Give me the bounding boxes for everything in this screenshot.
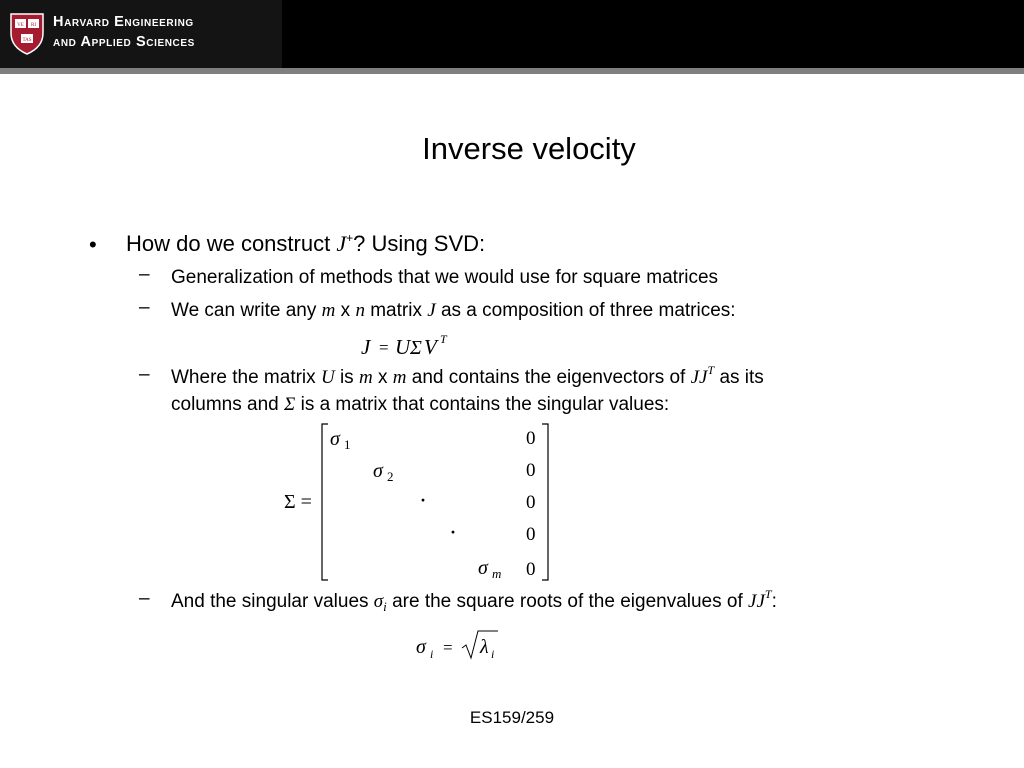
right-bracket [542,424,548,580]
matrix-zero: 0 [526,559,536,580]
equation-svd [355,328,465,362]
logo-block [0,0,282,68]
diag-dot: · [450,522,457,542]
harvard-shield-icon [8,11,46,55]
sub-matrix-u: Where the matrix U is m x m and contains the eigenvectors of $JJ^T$ as its columns and Σ is a matrix that contains the singular values: [171,363,764,415]
eq2-lambda-sub: i [491,647,495,661]
dash-marker: – [139,588,150,609]
eq-j: J [361,335,371,359]
eq2-lambda: λ [480,636,489,658]
bullet-svd-question: How do we construct J+? Using SVD: [126,231,486,256]
matrix-lhs: Σ = [284,491,312,513]
footer-course: ES159/259 [469,708,555,727]
brand-name [53,12,195,52]
equation-sigma-sqrt [410,628,510,664]
eq2-equals: = [443,638,453,657]
header-rule [0,68,1024,74]
brand-line-2: and Applied Sciences [53,34,195,50]
left-bracket [322,424,328,580]
brand-line-1: Harvard Engineering [53,14,194,30]
matrix-zero: 0 [526,460,536,481]
slide-title: Inverse velocity [422,131,636,166]
sigma-m-sub: m [492,566,502,581]
sigma-2: σ [373,460,383,482]
shield-text-ve: VE [17,23,24,28]
sigma-1-sub: 1 [344,437,351,452]
shield-text-tas: TAS [22,38,32,43]
sub-generalization: Generalization of methods that we would use for square matrices [171,267,719,288]
sigma-2-sub: 2 [387,469,394,484]
eq2-sigma-sub: i [430,647,434,661]
sub-singular-values: And the singular values $\sigma_i$ are the square roots of the eigenvalues of $JJ^T$: [171,587,777,614]
sigma-m: σ [478,557,488,579]
matrix-zero: 0 [526,524,536,545]
matrix-zero: 0 [526,492,536,513]
dash-marker: – [139,264,150,285]
eq-transpose: T [440,332,447,346]
diag-dot: · [420,490,427,510]
bullet-marker: • [89,232,97,257]
eq-u: U [395,335,411,359]
eq-v: V [424,335,437,359]
header-bar [0,0,1024,68]
sigma-1: σ [330,428,340,450]
eq-sigma: Σ [410,337,422,359]
dash-marker: – [139,364,150,385]
sigma-matrix [280,420,560,585]
matrix-zero: 0 [526,428,536,449]
sub-composition: We can write any m x n matrix J as a composition of three matrices: [171,300,736,321]
shield-text-ri: RI [31,23,36,28]
dash-marker: – [139,297,150,318]
eq-equals: = [379,338,389,357]
eq2-sigma: σ [416,636,426,658]
